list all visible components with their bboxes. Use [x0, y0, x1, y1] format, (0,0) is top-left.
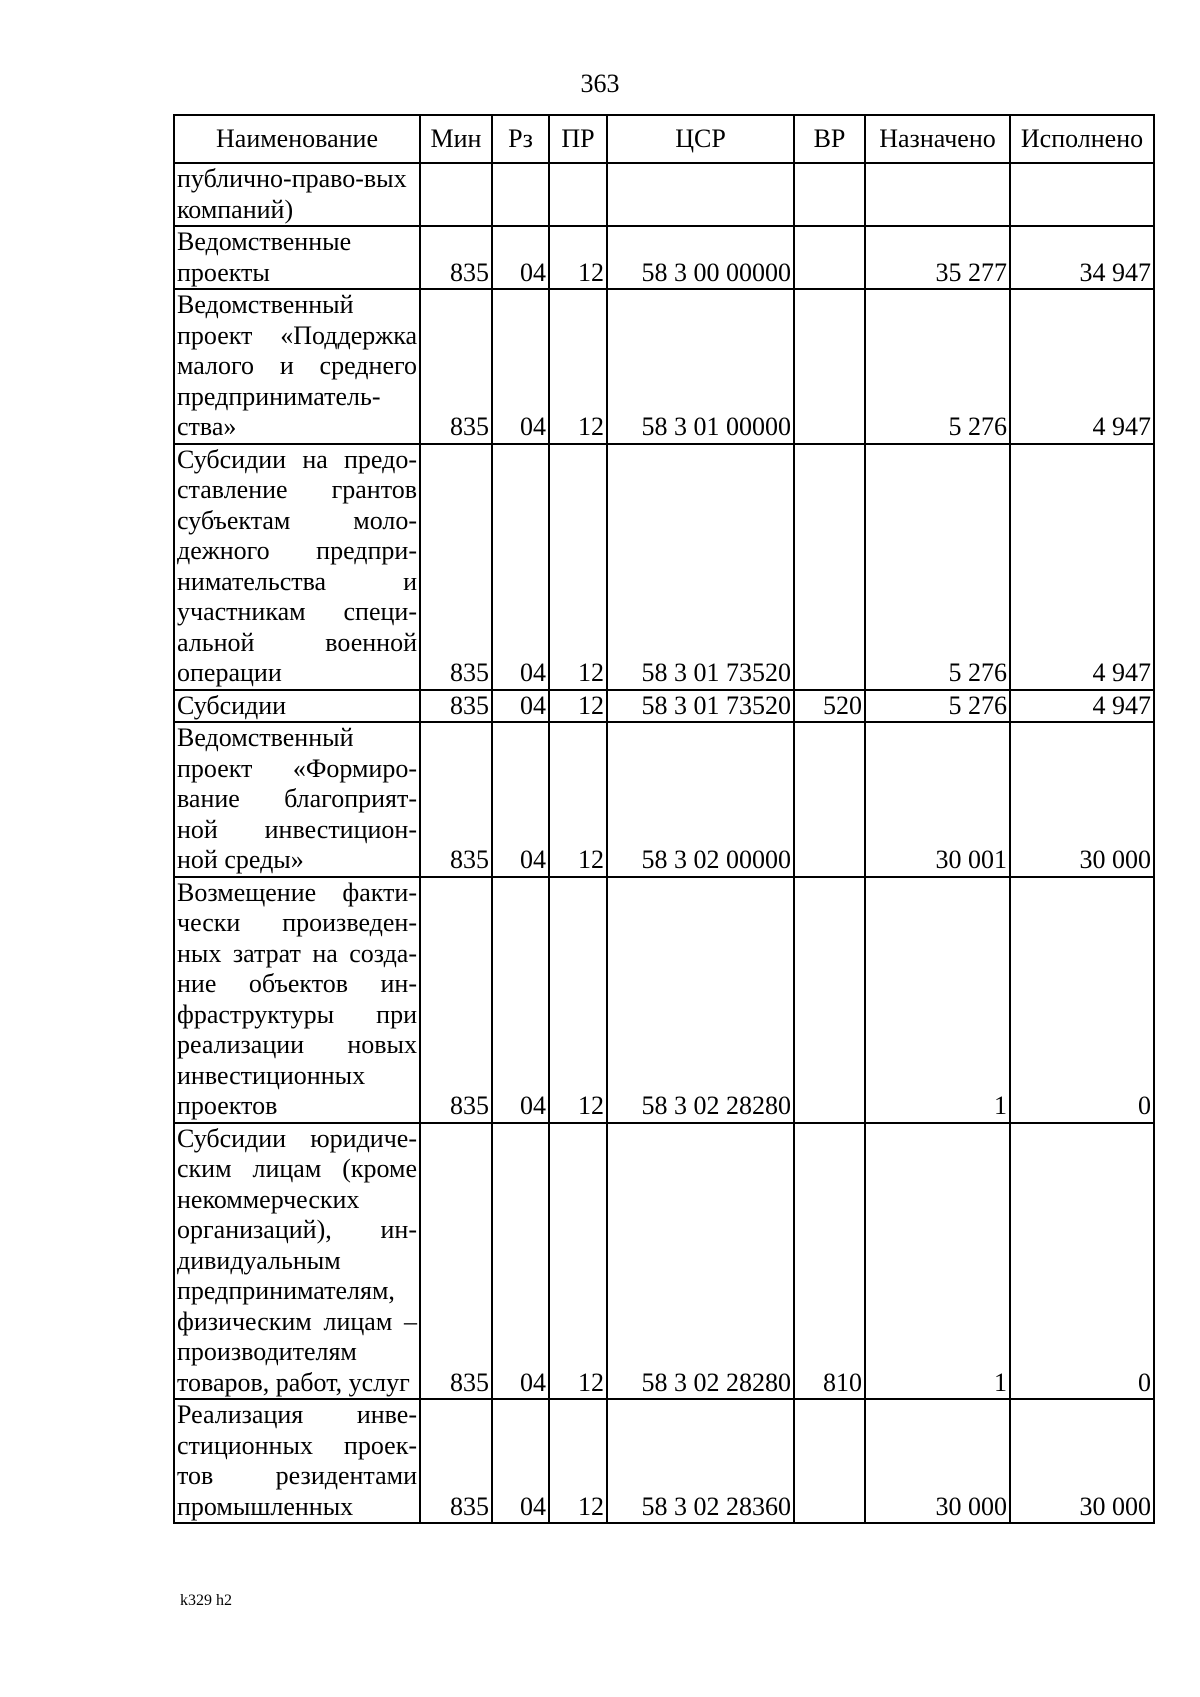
row-name: Ведомственный проект «Поддержка малого и среднего предприниматель-ства» — [174, 289, 420, 444]
row-vr — [794, 722, 865, 877]
row-rz: 04 — [492, 1123, 549, 1400]
table-row — [174, 1123, 1154, 1400]
row-rz: 04 — [492, 444, 549, 690]
row-executed — [1010, 163, 1154, 226]
row-min: 835 — [420, 1123, 492, 1400]
row-executed: 4 947 — [1010, 289, 1154, 444]
row-rz: 04 — [492, 289, 549, 444]
row-pr — [549, 163, 607, 226]
row-executed: 0 — [1010, 877, 1154, 1123]
row-rz: 04 — [492, 226, 549, 289]
header-pr: ПР — [549, 115, 607, 163]
header-executed: Исполнено — [1010, 115, 1154, 163]
row-name: публично-право-вых компаний) — [174, 163, 420, 226]
row-vr — [794, 877, 865, 1123]
row-pr: 12 — [549, 1399, 607, 1523]
row-pr: 12 — [549, 690, 607, 723]
row-name: Возмещение факти-чески произведен-ных затрат на созда-ние объектов ин-фраструктуры при реализации новых инвестиционных проектов — [174, 877, 420, 1123]
row-assigned: 30 001 — [865, 722, 1010, 877]
row-rz: 04 — [492, 877, 549, 1123]
table-row — [174, 289, 1154, 444]
table-row — [174, 444, 1154, 690]
row-executed: 4 947 — [1010, 690, 1154, 723]
table-row — [174, 163, 1154, 226]
row-name: Субсидии на предо-ставление грантов субъектам моло-дежного предпри-нимательства и участникам специ-альной военной операции — [174, 444, 420, 690]
row-executed: 4 947 — [1010, 444, 1154, 690]
row-csr: 58 3 02 00000 — [607, 722, 794, 877]
table-row — [174, 1399, 1154, 1523]
row-assigned: 5 276 — [865, 289, 1010, 444]
row-rz — [492, 163, 549, 226]
table-row — [174, 877, 1154, 1123]
table-row — [174, 690, 1154, 723]
header-row — [174, 115, 1154, 163]
row-name: Реализация инве-стиционных проек-тов резидентами промышленных — [174, 1399, 420, 1523]
row-executed: 30 000 — [1010, 722, 1154, 877]
row-vr — [794, 444, 865, 690]
row-min: 835 — [420, 289, 492, 444]
row-assigned — [865, 163, 1010, 226]
row-rz: 04 — [492, 722, 549, 877]
row-min: 835 — [420, 444, 492, 690]
row-vr — [794, 1399, 865, 1523]
row-assigned: 1 — [865, 1123, 1010, 1400]
header-min: Мин — [420, 115, 492, 163]
row-assigned: 35 277 — [865, 226, 1010, 289]
row-assigned: 30 000 — [865, 1399, 1010, 1523]
row-vr — [794, 163, 865, 226]
row-pr: 12 — [549, 722, 607, 877]
row-vr — [794, 289, 865, 444]
row-csr: 58 3 02 28360 — [607, 1399, 794, 1523]
row-csr: 58 3 01 73520 — [607, 690, 794, 723]
row-min: 835 — [420, 877, 492, 1123]
row-csr — [607, 163, 794, 226]
row-pr: 12 — [549, 444, 607, 690]
header-rz: Рз — [492, 115, 549, 163]
footer-code: k329 h2 — [180, 1592, 232, 1609]
row-executed: 34 947 — [1010, 226, 1154, 289]
row-name: Субсидии — [174, 690, 420, 723]
row-pr: 12 — [549, 289, 607, 444]
row-csr: 58 3 01 00000 — [607, 289, 794, 444]
header-assigned: Назначено — [865, 115, 1010, 163]
row-pr: 12 — [549, 1123, 607, 1400]
row-assigned: 5 276 — [865, 444, 1010, 690]
row-rz: 04 — [492, 690, 549, 723]
row-assigned: 1 — [865, 877, 1010, 1123]
row-executed: 30 000 — [1010, 1399, 1154, 1523]
row-min: 835 — [420, 690, 492, 723]
row-csr: 58 3 02 28280 — [607, 877, 794, 1123]
row-vr: 810 — [794, 1123, 865, 1400]
row-min: 835 — [420, 722, 492, 877]
row-vr: 520 — [794, 690, 865, 723]
row-name: Ведомственный проект «Формиро-вание благоприят-ной инвестицион-ной среды» — [174, 722, 420, 877]
table-row — [174, 722, 1154, 877]
table-row — [174, 226, 1154, 289]
page-number: 363 — [580, 69, 620, 98]
row-csr: 58 3 02 28280 — [607, 1123, 794, 1400]
row-executed: 0 — [1010, 1123, 1154, 1400]
row-vr — [794, 226, 865, 289]
row-pr: 12 — [549, 226, 607, 289]
row-min — [420, 163, 492, 226]
row-name: Ведомственные проекты — [174, 226, 420, 289]
row-csr: 58 3 01 73520 — [607, 444, 794, 690]
header-vr: ВР — [794, 115, 865, 163]
row-min: 835 — [420, 226, 492, 289]
row-name: Субсидии юридиче-ским лицам (кроме некоммерческих организаций), ин-дивидуальным предпринимателям, физическим лицам – производителям товаров, работ, услуг — [174, 1123, 420, 1400]
row-assigned: 5 276 — [865, 690, 1010, 723]
row-csr: 58 3 00 00000 — [607, 226, 794, 289]
budget-table — [173, 114, 1155, 1524]
header-csr: ЦСР — [607, 115, 794, 163]
row-min: 835 — [420, 1399, 492, 1523]
row-pr: 12 — [549, 877, 607, 1123]
row-rz: 04 — [492, 1399, 549, 1523]
header-name: Наименование — [174, 115, 420, 163]
